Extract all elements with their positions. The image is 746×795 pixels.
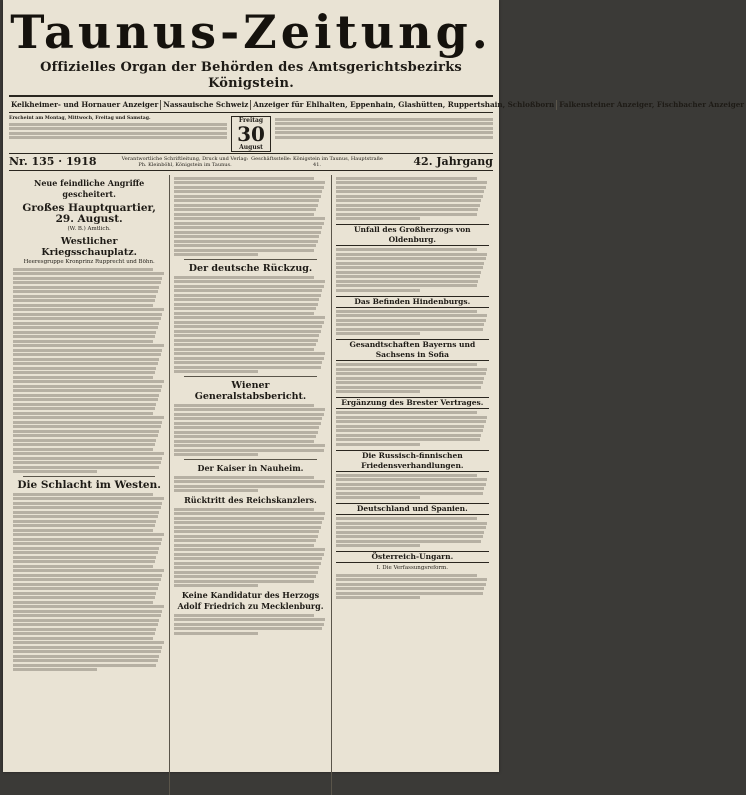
text-line xyxy=(336,217,420,220)
article-headline: Wiener Generalstabsbericht. xyxy=(194,380,307,402)
text-line xyxy=(13,277,162,280)
text-line xyxy=(13,308,164,311)
masthead-rule xyxy=(9,95,493,97)
text-line xyxy=(336,390,420,393)
text-line xyxy=(336,248,477,251)
text-line xyxy=(13,281,161,284)
date-day: 30 xyxy=(237,122,265,146)
text-line xyxy=(13,623,158,626)
text-line xyxy=(336,368,488,371)
text-line xyxy=(13,394,159,397)
text-line xyxy=(174,535,317,538)
text-line xyxy=(13,425,161,428)
text-line xyxy=(174,413,323,416)
text-line xyxy=(13,317,161,320)
text-line xyxy=(174,181,325,184)
text-line xyxy=(336,592,483,595)
text-line xyxy=(13,533,164,536)
text-line xyxy=(174,508,314,511)
text-line xyxy=(336,429,483,432)
text-line xyxy=(13,614,161,617)
text-line xyxy=(174,575,316,578)
article-body xyxy=(174,276,326,374)
text-line xyxy=(336,257,486,260)
text-line xyxy=(174,614,314,617)
text-line xyxy=(336,280,479,283)
text-line xyxy=(174,276,314,279)
text-line xyxy=(174,426,319,429)
text-line xyxy=(13,403,156,406)
text-line xyxy=(13,358,159,361)
text-line xyxy=(174,298,319,301)
text-line xyxy=(174,285,323,288)
text-line xyxy=(13,650,161,653)
text-line xyxy=(13,628,156,631)
text-line xyxy=(336,425,485,428)
article-body xyxy=(336,363,489,393)
article-headline: Der deutsche Rückzug. xyxy=(188,263,313,274)
text-line xyxy=(13,592,156,595)
text-line xyxy=(174,562,320,565)
text-line xyxy=(13,367,156,370)
text-line xyxy=(13,304,153,307)
text-line xyxy=(13,434,158,437)
text-line xyxy=(174,280,325,283)
text-line xyxy=(13,313,162,316)
text-line xyxy=(174,539,316,542)
advertising-info xyxy=(275,116,493,152)
text-line xyxy=(13,565,153,568)
text-line xyxy=(13,596,155,599)
text-line xyxy=(13,641,164,644)
column-right xyxy=(332,175,493,795)
text-line xyxy=(174,339,317,342)
article-subhead: I. Die Verfassungsreform. xyxy=(376,565,449,571)
text-line xyxy=(174,204,317,207)
text-line xyxy=(13,578,161,581)
text-line xyxy=(174,517,323,520)
column-middle xyxy=(170,175,331,795)
text-line xyxy=(174,330,320,333)
text-line xyxy=(13,448,153,451)
text-line xyxy=(336,434,482,437)
text-line xyxy=(336,483,486,486)
article-body xyxy=(336,474,489,500)
text-line xyxy=(13,551,158,554)
text-line xyxy=(13,299,155,302)
text-line xyxy=(336,544,420,547)
article-body xyxy=(174,614,326,635)
text-line xyxy=(13,569,164,572)
text-line xyxy=(174,422,320,425)
text-line xyxy=(336,314,488,317)
text-line xyxy=(336,443,420,446)
text-line xyxy=(336,386,482,389)
text-line xyxy=(174,217,325,220)
text-line xyxy=(13,340,153,343)
date-block xyxy=(231,116,271,152)
text-line xyxy=(174,512,325,515)
text-line xyxy=(174,366,320,369)
text-line xyxy=(13,637,153,640)
text-line xyxy=(336,377,485,380)
article-headline: Österreich-Ungarn. xyxy=(336,551,489,563)
text-line xyxy=(174,240,317,243)
text-line xyxy=(13,515,158,518)
text-line xyxy=(13,497,164,500)
text-line xyxy=(174,584,258,587)
text-line xyxy=(336,195,483,198)
text-line xyxy=(174,289,322,292)
text-line xyxy=(336,411,477,414)
text-line xyxy=(13,538,162,541)
text-line xyxy=(336,596,420,599)
text-line xyxy=(336,535,483,538)
subscription-info xyxy=(9,116,227,152)
article-subhead: Heeresgruppe Kronprinz Rupprecht und Böhn. xyxy=(23,259,155,265)
supplement-titles xyxy=(9,100,745,110)
text-line xyxy=(13,529,153,532)
text-line xyxy=(13,268,153,271)
text-line xyxy=(13,668,97,671)
article-body xyxy=(174,476,326,493)
text-line xyxy=(174,348,314,351)
article-headline: Rücktritt des Reichskanzlers. xyxy=(184,495,317,505)
text-line xyxy=(13,452,164,455)
text-line xyxy=(13,371,155,374)
text-line xyxy=(336,213,477,216)
text-line xyxy=(13,349,162,352)
text-line xyxy=(336,266,483,269)
text-line xyxy=(13,461,161,464)
text-line xyxy=(174,444,325,447)
text-line xyxy=(174,294,320,297)
text-line xyxy=(13,331,156,334)
article-body xyxy=(336,248,489,292)
text-line xyxy=(336,271,482,274)
text-line xyxy=(336,522,488,525)
text-line xyxy=(336,416,488,419)
text-line xyxy=(336,208,479,211)
text-line xyxy=(174,199,319,202)
text-line xyxy=(336,531,485,534)
text-line xyxy=(174,357,323,360)
text-line xyxy=(13,506,161,509)
text-line xyxy=(174,177,314,180)
text-line xyxy=(174,244,316,247)
text-line xyxy=(13,610,162,613)
text-line xyxy=(13,457,162,460)
text-line xyxy=(13,295,156,298)
text-line xyxy=(336,328,483,331)
article-body xyxy=(174,177,326,257)
text-line xyxy=(174,408,325,411)
text-line xyxy=(174,632,258,635)
text-line xyxy=(174,352,325,355)
supplement-kelkheim: Kelkheimer- und Hornauer Anzeiger xyxy=(9,100,161,110)
text-line xyxy=(336,323,485,326)
article-headline: Das Befinden Hindenburgs. xyxy=(336,296,489,308)
text-line xyxy=(336,583,486,586)
text-line xyxy=(336,181,488,184)
text-line xyxy=(13,605,164,608)
text-line xyxy=(336,253,488,256)
newspaper-page xyxy=(3,0,745,772)
article-headline: Ergänzung des Brester Vertrages. xyxy=(336,397,489,409)
text-line xyxy=(13,362,158,365)
text-line xyxy=(336,496,420,499)
text-line xyxy=(174,235,319,238)
text-line xyxy=(174,435,316,438)
article-headline: Neue feindliche Angriffe gescheitert. xyxy=(34,178,145,199)
text-line xyxy=(174,190,322,193)
text-line xyxy=(174,521,322,524)
article-columns xyxy=(9,175,493,795)
text-line xyxy=(13,583,159,586)
text-line xyxy=(174,226,322,229)
text-line xyxy=(174,231,320,234)
article-headline: Die Schlacht im Westen. xyxy=(17,479,161,491)
text-line xyxy=(13,430,159,433)
text-line xyxy=(336,319,486,322)
text-line xyxy=(336,540,482,543)
text-line xyxy=(13,493,153,496)
text-line xyxy=(13,335,155,338)
text-line xyxy=(336,204,480,207)
newspaper-title: Taunus-Zeitung. xyxy=(10,5,492,59)
text-line xyxy=(13,587,158,590)
supplement-nassau: Nassauische Schweiz xyxy=(161,100,251,110)
text-line xyxy=(174,440,314,443)
text-line xyxy=(174,544,314,547)
article-headline: Die Russisch-finnischen Friedensverhandlungen. xyxy=(336,450,489,472)
newspaper-subtitle: Offizielles Organ der Behörden des Amtsgerichtsbezirks Königstein. xyxy=(40,60,462,91)
issue-number: Nr. 135 · 1918 xyxy=(9,155,97,168)
publication-days: Erscheint am Montag, Mittwoch, Freitag und Samstag. xyxy=(9,116,151,121)
text-line xyxy=(13,421,162,424)
text-line xyxy=(174,303,317,306)
text-line xyxy=(13,470,97,473)
article-body xyxy=(174,404,326,457)
text-line xyxy=(174,580,314,583)
supplement-rule xyxy=(9,112,493,113)
text-line xyxy=(174,431,317,434)
text-line xyxy=(13,574,162,577)
article-headline: Unfall des Großherzogs von Oldenburg. xyxy=(336,224,489,246)
text-line xyxy=(336,372,486,375)
text-line xyxy=(13,502,162,505)
date-weekday: Freitag xyxy=(238,117,264,124)
text-line xyxy=(336,492,483,495)
text-line xyxy=(336,478,488,481)
text-line xyxy=(336,310,477,313)
text-line xyxy=(13,376,153,379)
text-line xyxy=(13,407,155,410)
text-line xyxy=(174,343,316,346)
text-line xyxy=(174,489,258,492)
text-line xyxy=(13,547,159,550)
text-line xyxy=(336,474,477,477)
text-line xyxy=(13,290,158,293)
article-body xyxy=(13,268,165,474)
article-body xyxy=(336,310,489,336)
text-line xyxy=(174,307,316,310)
text-line xyxy=(174,476,314,479)
text-line xyxy=(174,453,258,456)
text-line xyxy=(174,321,323,324)
text-line xyxy=(174,312,314,315)
article-body xyxy=(336,517,489,547)
text-line xyxy=(174,195,320,198)
text-line xyxy=(174,627,322,630)
text-line xyxy=(13,646,162,649)
article-headline: Keine Kandidatur des Herzogs Adolf Friedrich zu Mecklenburg. xyxy=(177,590,324,611)
text-line xyxy=(174,213,314,216)
text-line xyxy=(13,344,164,347)
text-line xyxy=(336,574,477,577)
text-line xyxy=(336,517,477,520)
text-line xyxy=(336,438,480,441)
masthead xyxy=(3,6,499,92)
article-body xyxy=(336,574,489,600)
article-body xyxy=(174,508,326,588)
article-headline: Gesandtschaften Bayerns und Sachsens in Sofia xyxy=(336,339,489,361)
article-body xyxy=(336,177,489,221)
text-line xyxy=(13,443,155,446)
publisher-info: Verantwortliche Schriftleitung, Druck und Verlag: Ph. Kleinböhl, Königstein im Taunus. xyxy=(121,156,249,168)
text-line xyxy=(13,416,164,419)
article-byline: (W. B.) Amtlich. xyxy=(67,226,111,232)
article-body xyxy=(13,493,165,672)
text-line xyxy=(336,199,482,202)
text-line xyxy=(336,190,485,193)
text-line xyxy=(13,601,153,604)
text-line xyxy=(13,286,159,289)
text-line xyxy=(13,511,159,514)
text-line xyxy=(174,186,323,189)
issue-bar xyxy=(9,153,493,171)
text-line xyxy=(174,553,323,556)
info-bar xyxy=(9,116,493,150)
text-line xyxy=(336,587,485,590)
supplement-ehlhalten: Anzeiger für Ehlhalten, Eppenhain, Glashütten, Ruppertshain, Schloßborn xyxy=(251,100,557,110)
text-line xyxy=(336,177,477,180)
text-line xyxy=(13,385,162,388)
text-line xyxy=(174,485,323,488)
supplement-falkenstein: Falkensteiner Anzeiger, Fischbacher Anzeiger xyxy=(559,100,745,109)
article-headline: Deutschland und Spanien. xyxy=(336,503,489,515)
text-line xyxy=(174,449,323,452)
text-line xyxy=(174,557,322,560)
article-headline: Westlicher Kriegsschauplatz. xyxy=(41,236,137,258)
text-line xyxy=(174,253,258,256)
text-line xyxy=(13,542,161,545)
text-line xyxy=(13,520,156,523)
text-line xyxy=(13,524,155,527)
text-line xyxy=(174,361,322,364)
text-line xyxy=(174,316,325,319)
text-line xyxy=(336,275,480,278)
text-line xyxy=(174,530,319,533)
text-line xyxy=(336,332,420,335)
article-headline: Großes Hauptquartier, 29. August. xyxy=(22,202,156,225)
text-line xyxy=(13,664,156,667)
text-line xyxy=(13,272,164,275)
text-line xyxy=(13,659,158,662)
text-line xyxy=(13,466,159,469)
text-line xyxy=(174,480,325,483)
office-address: Geschäftsstelle: Königstein im Taunus, Hauptstraße 41. xyxy=(251,156,383,168)
text-line xyxy=(336,578,488,581)
text-line xyxy=(13,619,159,622)
text-line xyxy=(174,249,314,252)
text-line xyxy=(174,208,316,211)
text-line xyxy=(13,380,164,383)
text-line xyxy=(174,325,322,328)
column-left xyxy=(9,175,170,795)
volume-year: 42. Jahrgang xyxy=(413,155,493,168)
text-line xyxy=(13,560,155,563)
text-line xyxy=(336,526,486,529)
text-line xyxy=(174,334,319,337)
article-body xyxy=(336,411,489,446)
text-line xyxy=(13,655,159,658)
text-line xyxy=(13,326,158,329)
text-line xyxy=(336,262,485,265)
text-line xyxy=(336,487,485,490)
text-line xyxy=(13,322,159,325)
text-line xyxy=(13,353,161,356)
text-line xyxy=(174,222,323,225)
text-line xyxy=(174,526,320,529)
text-line xyxy=(336,186,486,189)
text-line xyxy=(13,632,155,635)
text-line xyxy=(174,417,322,420)
text-line xyxy=(174,370,258,373)
text-line xyxy=(174,618,325,621)
text-line xyxy=(336,381,483,384)
text-line xyxy=(336,420,486,423)
text-line xyxy=(13,439,156,442)
text-line xyxy=(336,284,477,287)
text-line xyxy=(13,389,161,392)
text-line xyxy=(174,571,317,574)
text-line xyxy=(174,404,314,407)
text-line xyxy=(13,398,158,401)
article-headline: Der Kaiser in Nauheim. xyxy=(197,463,304,473)
text-line xyxy=(13,556,156,559)
date-month: August xyxy=(239,144,263,151)
text-line xyxy=(174,548,325,551)
text-line xyxy=(336,363,477,366)
text-line xyxy=(174,623,323,626)
text-line xyxy=(13,412,153,415)
text-line xyxy=(336,289,420,292)
text-line xyxy=(174,566,319,569)
